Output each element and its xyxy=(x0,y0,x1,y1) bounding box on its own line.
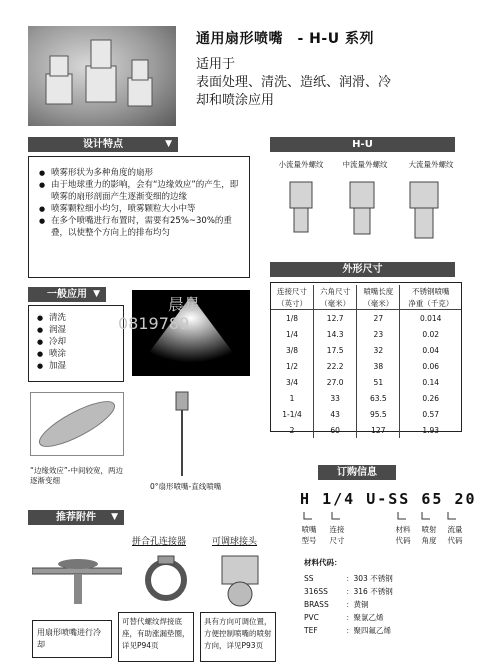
column-header: 净重（千克） xyxy=(400,297,461,310)
table-row: 1/8 12.7 27 0.014 xyxy=(271,310,461,327)
material-row: PVC ：聚氯乙烯 xyxy=(304,613,384,622)
material-row: 316SS ：316 不锈钢 xyxy=(304,587,393,596)
dimensions-table xyxy=(271,285,461,438)
order-label: 喷射 角度 xyxy=(421,525,437,545)
code-part: 1/4 xyxy=(322,490,356,508)
adjustable-ball-photo xyxy=(214,550,266,610)
materials-list xyxy=(304,572,474,637)
table-row: 3/4 27.0 51 0.14 xyxy=(271,374,461,390)
design-item: ● 在多个喷嘴进行布置时，需要有25%~30%的重叠，以使整个方向上的排布均匀 xyxy=(35,215,243,239)
table-row: 1/4 14.3 23 0.02 xyxy=(271,326,461,342)
split-eyelet-label: 拼合孔连接器 xyxy=(132,537,187,547)
accessories-heading-bar: 推荐附件 ▼ xyxy=(28,510,124,525)
nozzle-photo-icon xyxy=(28,26,176,126)
table-row: 2 60 127 1.93 xyxy=(271,422,461,438)
order-heading-bar: 订购信息 xyxy=(318,465,396,480)
bracket-lines-icon xyxy=(300,511,470,525)
hero-nozzle-photo xyxy=(28,26,176,126)
zero-fan-nozzle-photo xyxy=(172,388,192,478)
edge-effect-diagram xyxy=(30,392,124,456)
hu-variant-photos xyxy=(276,176,456,246)
page-title: 通用扇形喷嘴 - H-U 系列 xyxy=(196,31,374,47)
watermark: 0819789 xyxy=(118,314,190,333)
order-label: 材料 代码 xyxy=(395,525,411,545)
order-label: 流量 代码 xyxy=(447,525,463,545)
clamp-icon xyxy=(136,552,196,610)
code-part: 20 xyxy=(454,490,477,508)
order-label: 连接 尺寸 xyxy=(329,525,345,545)
design-heading-bar: 设计特点 ▼ xyxy=(28,137,178,152)
application-item: ● 喷涂 xyxy=(33,348,119,360)
split-eyelet-photo xyxy=(136,552,196,610)
column-header: （毫米） xyxy=(357,297,400,310)
applications-box xyxy=(28,305,124,382)
design-item: ● 喷雾颗粒细小均匀，喷雾颗粒大小中等 xyxy=(35,203,243,215)
page-subtitle: 适用于 表面处理、清洗、造纸、润滑、冷 却和喷涂应用 xyxy=(196,57,392,108)
cooling-photo xyxy=(32,546,122,616)
adjustable-label: 可调球接头 xyxy=(212,537,258,547)
order-code-brackets xyxy=(300,510,470,524)
material-row: SS ：303 不锈钢 xyxy=(304,574,393,583)
variant-label-small: 小流量外螺纹 xyxy=(278,160,324,169)
code-part: H xyxy=(300,490,312,508)
chevron-icon: ▼ xyxy=(111,512,118,522)
code-part: - xyxy=(377,490,389,508)
accessory-caption: 具有方向可调位置，方便控制喷嘴的喷射方向，详见P93页 xyxy=(200,612,276,662)
design-box xyxy=(28,156,250,278)
order-label: 喷嘴 型号 xyxy=(301,525,317,545)
chevron-icon: ▼ xyxy=(165,139,172,149)
edge-effect-caption: “边缘效应”-中间较宽，两边逐渐变细 xyxy=(30,466,123,485)
accessory-caption: 用扇形喷嘴进行冷却 xyxy=(32,620,112,658)
code-part: SS xyxy=(388,490,411,508)
materials-title: 材料代码： xyxy=(304,558,342,567)
spray-pattern-icon xyxy=(31,393,123,455)
column-header: （毫米） xyxy=(314,297,357,310)
material-row: TEF ：聚四氟乙烯 xyxy=(304,626,391,635)
chevron-icon: ▼ xyxy=(93,289,100,299)
table-row: 1-1/4 43 95.5 0.57 xyxy=(271,406,461,422)
hu-heading-bar: H-U xyxy=(270,137,455,152)
material-row: BRASS ：黄铜 xyxy=(304,600,369,609)
applications-heading-bar: 一般应用 ▼ xyxy=(28,287,106,302)
application-item: ● 加湿 xyxy=(33,360,119,372)
accessory-caption: 可替代螺纹焊接底座，有助涨漏垫圈，详见P94页 xyxy=(118,612,194,662)
column-header: 连接尺寸 xyxy=(271,285,314,297)
table-row: 3/8 17.5 32 0.04 xyxy=(271,342,461,358)
code-part: 65 xyxy=(421,490,444,508)
dimensions-heading-bar: 外形尺寸 xyxy=(270,262,455,277)
zero-fan-caption: 0°扇形喷嘴-直线喷嘴 xyxy=(150,482,222,491)
nozzle-variants-icon xyxy=(276,176,456,246)
variant-label-large: 大流量外螺纹 xyxy=(408,160,454,169)
table-row: 1 33 63.5 0.26 xyxy=(271,390,461,406)
application-item: ● 清洗 xyxy=(33,312,119,324)
order-code xyxy=(300,490,477,508)
nozzle-icon xyxy=(172,388,192,478)
application-item: ● 润湿 xyxy=(33,324,119,336)
design-item: ● 喷雾形状为多种角度的扇形 xyxy=(35,167,243,179)
variant-label-medium: 中流量外螺纹 xyxy=(342,160,388,169)
column-header: 六角尺寸 xyxy=(314,285,357,297)
design-item: ● 由于地球重力的影响，会有“边缘效应”的产生，即喷雾的扇形剖面产生逐渐变细的边缘 xyxy=(35,179,243,203)
pipe-spray-icon xyxy=(32,546,122,616)
column-header: 喷嘴长度 xyxy=(357,285,400,297)
ball-joint-icon xyxy=(214,550,266,610)
application-item: ● 冷却 xyxy=(33,336,119,348)
column-header: （英寸） xyxy=(271,297,314,310)
watermark: 晨星 xyxy=(168,295,201,314)
column-header: 不锈钢喷嘴 xyxy=(411,286,450,296)
code-part: U xyxy=(366,490,378,508)
dimensions-box xyxy=(270,282,462,435)
table-row: 1/2 22.2 38 0.06 xyxy=(271,358,461,374)
